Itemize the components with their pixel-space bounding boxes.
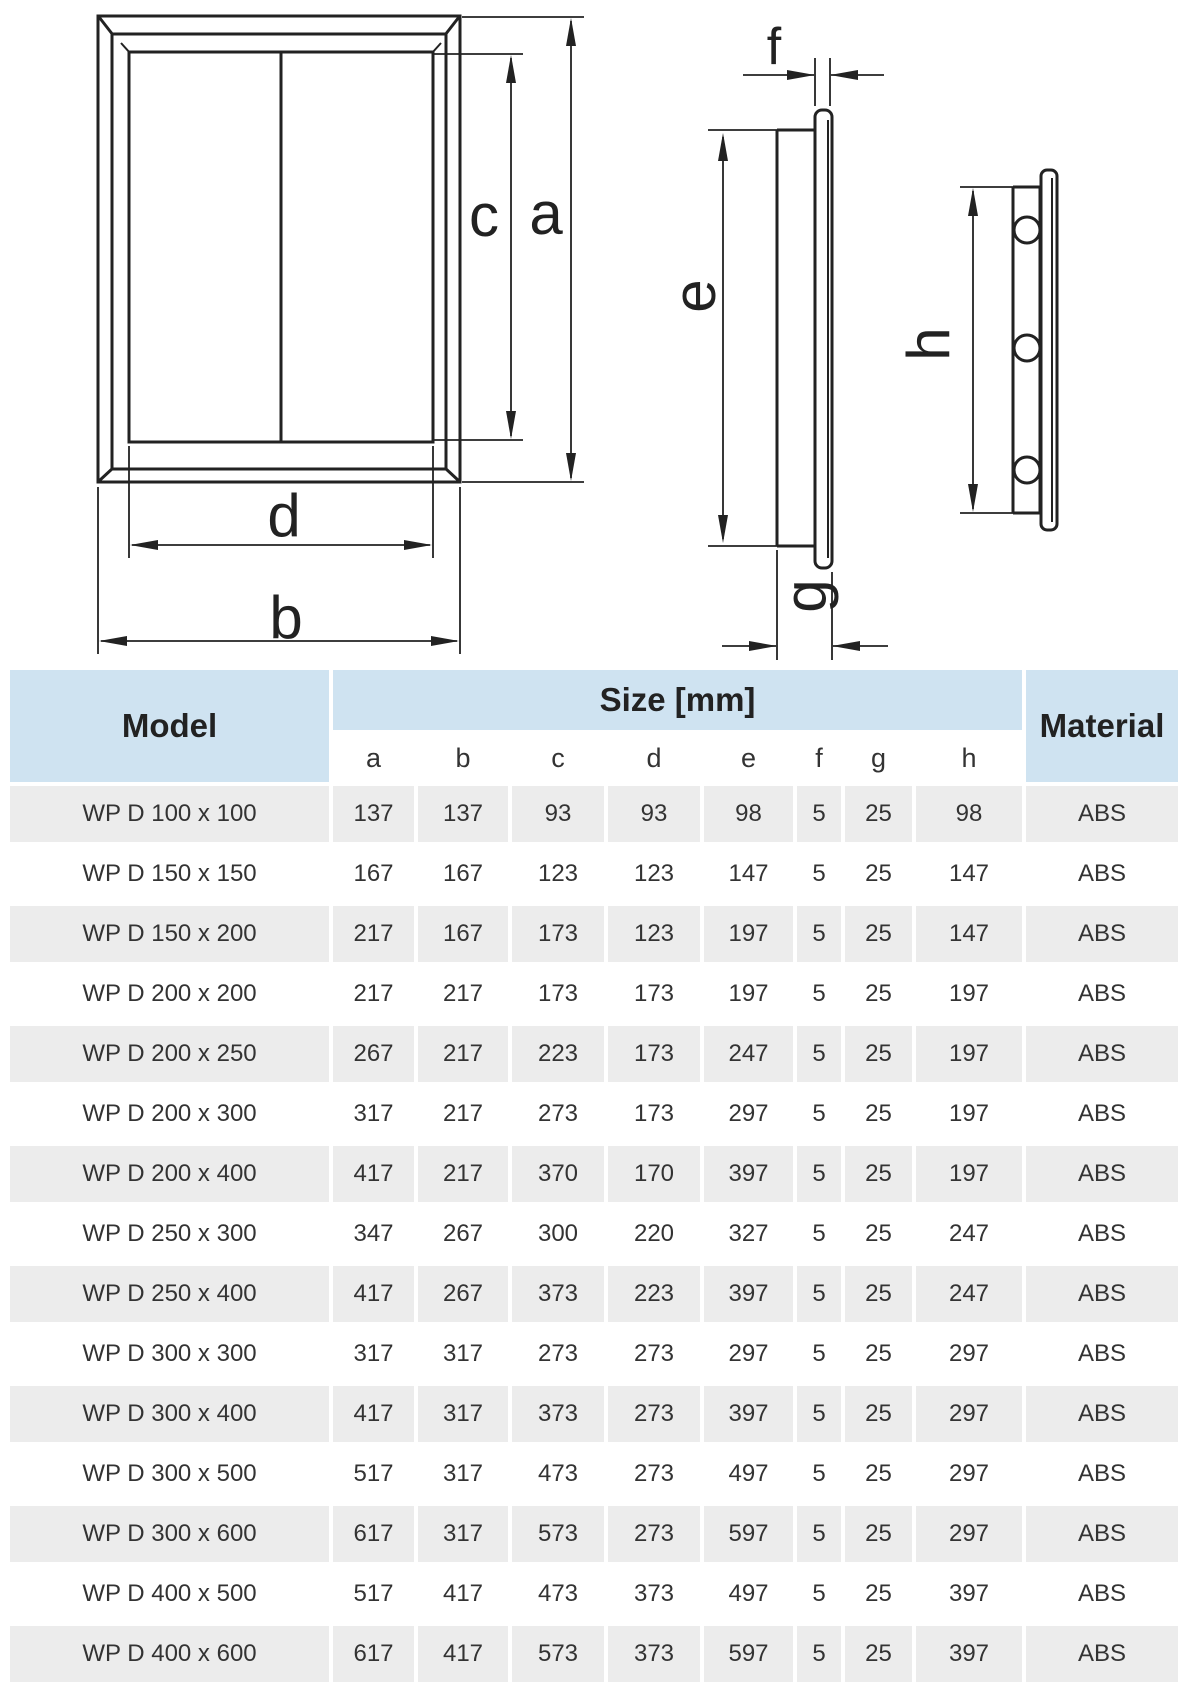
table-body (8, 784, 1180, 1684)
size-cell: 217 (416, 1024, 510, 1084)
size-cell: 217 (416, 1084, 510, 1144)
size-cell: 497 (702, 1564, 795, 1624)
label-f: f (766, 18, 782, 76)
arrowhead (787, 70, 815, 80)
size-cell: 25 (843, 1024, 914, 1084)
size-cell: 347 (331, 1204, 416, 1264)
model-cell: WP D 150 x 150 (8, 844, 331, 904)
access-panel-dimension-diagram (0, 0, 1188, 666)
size-col-c: c (510, 732, 606, 784)
size-cell: 517 (331, 1564, 416, 1624)
arrowhead (830, 70, 858, 80)
dimension-f (743, 58, 884, 106)
label-b: b (269, 584, 303, 651)
table-header (8, 668, 1180, 784)
door-mitre-left (121, 43, 130, 53)
size-cell: 267 (331, 1024, 416, 1084)
size-cell: 25 (843, 1624, 914, 1684)
size-cell: 98 (702, 784, 795, 844)
size-cell: 123 (510, 844, 606, 904)
arrowhead (404, 540, 432, 550)
size-cell: 373 (510, 1264, 606, 1324)
material-cell: ABS (1024, 1624, 1180, 1684)
size-cell: 173 (606, 964, 702, 1024)
arrowhead (718, 515, 728, 543)
side-view (777, 110, 832, 568)
size-cell: 300 (510, 1204, 606, 1264)
size-cell: 173 (510, 904, 606, 964)
size-cell: 173 (606, 1024, 702, 1084)
model-cell: WP D 300 x 600 (8, 1504, 331, 1564)
size-cell: 197 (914, 1084, 1024, 1144)
size-cell: 217 (416, 1144, 510, 1204)
size-cell: 597 (702, 1504, 795, 1564)
size-cell: 25 (843, 1504, 914, 1564)
size-cell: 5 (795, 1084, 843, 1144)
size-cell: 397 (914, 1624, 1024, 1684)
model-cell: WP D 300 x 300 (8, 1324, 331, 1384)
size-cell: 297 (914, 1324, 1024, 1384)
size-cell: 247 (702, 1024, 795, 1084)
material-cell: ABS (1024, 964, 1180, 1024)
size-cell: 5 (795, 844, 843, 904)
size-cell: 5 (795, 1324, 843, 1384)
spec-table (8, 668, 1180, 1684)
label-d: d (267, 482, 301, 549)
model-cell: WP D 200 x 250 (8, 1024, 331, 1084)
size-cell: 25 (843, 1204, 914, 1264)
dimension-e (708, 130, 812, 546)
model-cell: WP D 150 x 200 (8, 904, 331, 964)
arrowhead (718, 133, 728, 161)
size-cell: 5 (795, 904, 843, 964)
size-cell: 473 (510, 1444, 606, 1504)
size-cell: 5 (795, 1624, 843, 1684)
size-cell: 5 (795, 964, 843, 1024)
size-cell: 273 (606, 1384, 702, 1444)
size-header: Size [mm] (331, 668, 1024, 732)
size-cell: 617 (331, 1504, 416, 1564)
table-row (8, 844, 1180, 904)
size-cell: 317 (331, 1324, 416, 1384)
table-row (8, 904, 1180, 964)
size-cell: 397 (702, 1144, 795, 1204)
material-cell: ABS (1024, 1204, 1180, 1264)
mitre-top-left (99, 17, 113, 35)
size-cell: 597 (702, 1624, 795, 1684)
size-cell: 473 (510, 1564, 606, 1624)
model-cell: WP D 300 x 400 (8, 1384, 331, 1444)
material-cell: ABS (1024, 1384, 1180, 1444)
model-cell: WP D 200 x 300 (8, 1084, 331, 1144)
size-cell: 417 (331, 1384, 416, 1444)
model-cell: WP D 200 x 200 (8, 964, 331, 1024)
label-e: e (660, 279, 728, 313)
model-header: Model (8, 668, 331, 784)
size-cell: 317 (416, 1444, 510, 1504)
size-cell: 217 (416, 964, 510, 1024)
model-cell: WP D 250 x 300 (8, 1204, 331, 1264)
size-cell: 123 (606, 844, 702, 904)
size-col-d: d (606, 732, 702, 784)
size-cell: 197 (702, 964, 795, 1024)
size-cell: 25 (843, 1144, 914, 1204)
material-cell: ABS (1024, 1024, 1180, 1084)
arrowhead (431, 636, 459, 646)
size-cell: 317 (416, 1384, 510, 1444)
label-g: g (771, 579, 839, 613)
size-cell: 25 (843, 844, 914, 904)
size-cell: 223 (510, 1024, 606, 1084)
size-cell: 93 (606, 784, 702, 844)
size-cell: 197 (914, 1024, 1024, 1084)
size-cell: 173 (510, 964, 606, 1024)
arrowhead (506, 55, 516, 83)
size-cell: 267 (416, 1204, 510, 1264)
size-cell: 5 (795, 1504, 843, 1564)
size-cell: 220 (606, 1204, 702, 1264)
dimension-h (960, 187, 1016, 513)
size-cell: 273 (510, 1084, 606, 1144)
size-cell: 197 (914, 964, 1024, 1024)
size-cell: 167 (331, 844, 416, 904)
table-row (8, 1084, 1180, 1144)
size-cell: 98 (914, 784, 1024, 844)
clip-circle (1014, 457, 1040, 483)
size-cell: 497 (702, 1444, 795, 1504)
size-cell: 25 (843, 1444, 914, 1504)
size-cell: 25 (843, 904, 914, 964)
size-cell: 137 (416, 784, 510, 844)
size-cell: 5 (795, 1144, 843, 1204)
mitre-top-right (445, 17, 459, 35)
size-col-g: g (843, 732, 914, 784)
model-cell: WP D 400 x 500 (8, 1564, 331, 1624)
size-cell: 370 (510, 1144, 606, 1204)
size-cell: 217 (331, 964, 416, 1024)
mitre-bottom-right (445, 468, 459, 481)
size-cell: 25 (843, 784, 914, 844)
table-row (8, 784, 1180, 844)
front-view (98, 16, 460, 482)
size-cell: 223 (606, 1264, 702, 1324)
size-cell: 517 (331, 1444, 416, 1504)
size-cell: 297 (914, 1384, 1024, 1444)
arrowhead (130, 540, 158, 550)
model-cell: WP D 400 x 600 (8, 1624, 331, 1684)
table-row (8, 1264, 1180, 1324)
size-cell: 297 (702, 1324, 795, 1384)
table-row (8, 1624, 1180, 1684)
size-cell: 167 (416, 904, 510, 964)
material-cell: ABS (1024, 844, 1180, 904)
size-cell: 327 (702, 1204, 795, 1264)
material-cell: ABS (1024, 1144, 1180, 1204)
arrowhead (749, 641, 777, 651)
size-cell: 93 (510, 784, 606, 844)
size-cell: 573 (510, 1504, 606, 1564)
size-cell: 317 (416, 1504, 510, 1564)
size-cell: 137 (331, 784, 416, 844)
model-cell: WP D 250 x 400 (8, 1264, 331, 1324)
size-cell: 397 (702, 1264, 795, 1324)
label-c: c (469, 182, 499, 249)
size-cell: 617 (331, 1624, 416, 1684)
size-col-a: a (331, 732, 416, 784)
material-cell: ABS (1024, 1324, 1180, 1384)
size-cell: 5 (795, 1444, 843, 1504)
table-row (8, 1204, 1180, 1264)
material-cell: ABS (1024, 1504, 1180, 1564)
arrowhead (832, 641, 860, 651)
size-cell: 25 (843, 1324, 914, 1384)
size-cell: 417 (331, 1264, 416, 1324)
size-cell: 147 (914, 904, 1024, 964)
size-cell: 25 (843, 1384, 914, 1444)
size-cell: 397 (914, 1564, 1024, 1624)
dimension-a (462, 17, 584, 482)
material-cell: ABS (1024, 1264, 1180, 1324)
size-cell: 373 (606, 1624, 702, 1684)
size-cell: 273 (606, 1324, 702, 1384)
size-cell: 5 (795, 1384, 843, 1444)
table-row (8, 1324, 1180, 1384)
front-flange (815, 110, 832, 568)
table-row (8, 1384, 1180, 1444)
table-row (8, 964, 1180, 1024)
table-row (8, 1564, 1180, 1624)
size-col-e: e (702, 732, 795, 784)
size-cell: 5 (795, 1024, 843, 1084)
arrowhead (566, 453, 576, 481)
material-cell: ABS (1024, 1564, 1180, 1624)
size-cell: 217 (331, 904, 416, 964)
table-row (8, 1444, 1180, 1504)
size-cell: 417 (416, 1564, 510, 1624)
size-cell: 273 (510, 1324, 606, 1384)
size-col-h: h (914, 732, 1024, 784)
material-cell: ABS (1024, 784, 1180, 844)
size-cell: 297 (702, 1084, 795, 1144)
size-cell: 25 (843, 1564, 914, 1624)
arrowhead (99, 636, 127, 646)
table-row (8, 1144, 1180, 1204)
size-cell: 25 (843, 964, 914, 1024)
model-cell: WP D 200 x 400 (8, 1144, 331, 1204)
outer-frame (98, 16, 460, 482)
size-cell: 147 (914, 844, 1024, 904)
size-cell: 273 (606, 1504, 702, 1564)
size-cell: 417 (416, 1624, 510, 1684)
size-cell: 373 (510, 1384, 606, 1444)
arrowhead (968, 188, 978, 216)
size-cell: 397 (702, 1384, 795, 1444)
size-cell: 147 (702, 844, 795, 904)
material-cell: ABS (1024, 904, 1180, 964)
size-cell: 373 (606, 1564, 702, 1624)
arrowhead (566, 18, 576, 46)
table-row (8, 1024, 1180, 1084)
table-row (8, 1504, 1180, 1564)
mitre-bottom-left (99, 468, 113, 481)
model-cell: WP D 300 x 500 (8, 1444, 331, 1504)
size-cell: 5 (795, 784, 843, 844)
size-cell: 417 (331, 1144, 416, 1204)
label-a: a (529, 180, 563, 247)
clip-circle (1014, 335, 1040, 361)
frame-face (112, 34, 446, 469)
size-cell: 25 (843, 1264, 914, 1324)
size-col-f: f (795, 732, 843, 784)
material-cell: ABS (1024, 1444, 1180, 1504)
size-col-b: b (416, 732, 510, 784)
technical-drawing (0, 0, 1188, 666)
size-cell: 167 (416, 844, 510, 904)
arrowhead (506, 411, 516, 439)
size-cell: 297 (914, 1444, 1024, 1504)
size-cell: 170 (606, 1144, 702, 1204)
size-cell: 25 (843, 1084, 914, 1144)
size-cell: 297 (914, 1504, 1024, 1564)
clip-circle (1014, 217, 1040, 243)
size-cell: 273 (606, 1444, 702, 1504)
size-cell: 123 (606, 904, 702, 964)
door-mitre-right (432, 43, 441, 53)
size-cell: 317 (416, 1324, 510, 1384)
size-cell: 317 (331, 1084, 416, 1144)
clip-side-view (1013, 170, 1057, 530)
size-cell: 5 (795, 1564, 843, 1624)
size-cell: 267 (416, 1264, 510, 1324)
size-cell: 197 (702, 904, 795, 964)
size-cell: 197 (914, 1144, 1024, 1204)
size-cell: 573 (510, 1624, 606, 1684)
model-cell: WP D 100 x 100 (8, 784, 331, 844)
label-h: h (894, 327, 962, 361)
arrowhead (968, 484, 978, 512)
size-cell: 247 (914, 1264, 1024, 1324)
material-header: Material (1024, 668, 1180, 784)
size-cell: 5 (795, 1264, 843, 1324)
flange-profile (1041, 170, 1057, 530)
size-cell: 5 (795, 1204, 843, 1264)
size-cell: 173 (606, 1084, 702, 1144)
size-cell: 247 (914, 1204, 1024, 1264)
material-cell: ABS (1024, 1084, 1180, 1144)
